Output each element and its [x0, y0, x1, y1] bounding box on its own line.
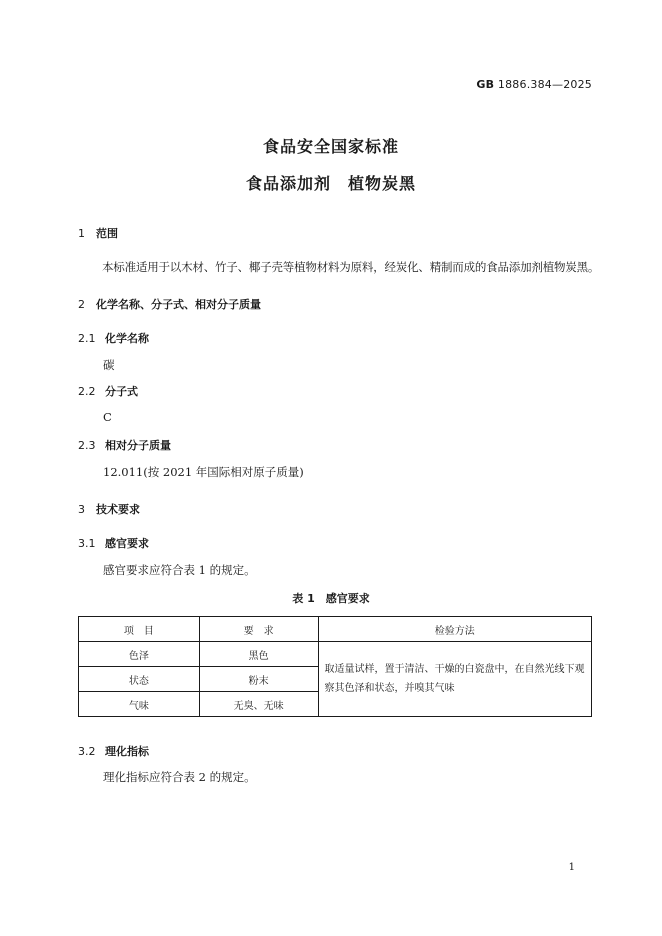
section-1-heading: [78, 225, 118, 241]
cell-item: 气味: [79, 692, 200, 717]
table-header-row: [79, 617, 592, 642]
section-number: 3: [78, 503, 85, 516]
page-number: 1: [568, 862, 575, 873]
cell-item: 状态: [79, 667, 200, 692]
table-1-caption: 表 1 感官要求: [292, 592, 370, 605]
section-number: 1: [78, 227, 85, 240]
section-3-1-heading: [78, 535, 149, 551]
section-number: 3.2: [78, 745, 96, 758]
section-title: 化学名称: [105, 332, 149, 345]
table-row: [79, 642, 592, 667]
section-2-1-heading: [78, 330, 149, 346]
cell-test-method: 取适量试样，置于清洁、干燥的白瓷盘中，在自然光线下观察其色泽和状态，并嗅其气味: [318, 642, 591, 717]
cell-requirement: 黑色: [199, 642, 318, 667]
column-header-item: 项 目: [79, 617, 200, 642]
sensory-requirements-table: [78, 616, 592, 717]
section-title: 范围: [96, 227, 118, 240]
section-number: 2.1: [78, 332, 96, 345]
section-3-heading: [78, 501, 140, 517]
section-title: 感官要求: [105, 537, 149, 550]
section-1-text: 本标准适用于以木材、竹子、椰子壳等植物材料为原料，经炭化、精制而成的食品添加剂植物炭黑。: [102, 260, 600, 274]
cell-requirement: 粉末: [199, 667, 318, 692]
section-2-heading: [78, 296, 261, 312]
standard-code: 1886.384—2025: [497, 78, 592, 91]
section-title: 技术要求: [96, 503, 140, 516]
section-2-1-text: 碳: [103, 358, 115, 372]
section-2-3-text: 12.011(按 2021 年国际相对原子质量): [103, 465, 304, 479]
cell-item: 色泽: [79, 642, 200, 667]
section-2-2-text: C: [103, 410, 112, 424]
section-title: 化学名称、分子式、相对分子质量: [96, 298, 261, 311]
section-title: 相对分子质量: [105, 439, 171, 452]
section-number: 2: [78, 298, 85, 311]
section-number: 3.1: [78, 537, 96, 550]
standard-prefix: GB: [476, 78, 495, 91]
section-2-2-heading: [78, 383, 138, 399]
section-3-2-heading: [78, 743, 149, 759]
column-header-requirement: 要 求: [199, 617, 318, 642]
section-title: 理化指标: [105, 745, 149, 758]
column-header-method: 检验方法: [318, 617, 591, 642]
section-3-2-text: 理化指标应符合表 2 的规定。: [103, 770, 256, 784]
cell-requirement: 无臭、无味: [199, 692, 318, 717]
standard-number: [476, 78, 592, 91]
section-number: 2.2: [78, 385, 96, 398]
document-title: 食品安全国家标准: [262, 137, 399, 156]
section-number: 2.3: [78, 439, 96, 452]
section-3-1-text: 感官要求应符合表 1 的规定。: [103, 563, 256, 577]
section-title: 分子式: [105, 385, 138, 398]
section-2-3-heading: [78, 437, 171, 453]
document-subtitle: 食品添加剂 植物炭黑: [245, 174, 416, 193]
